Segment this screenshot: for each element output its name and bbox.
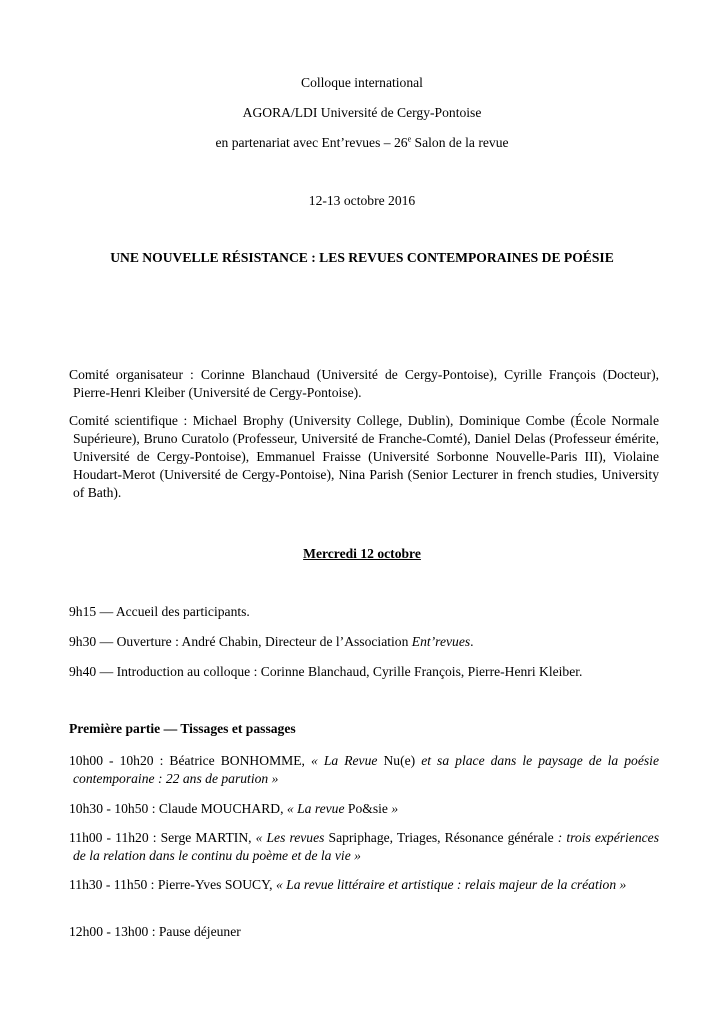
journal-names: Sapriphage, Triages, Résonance générale <box>328 830 554 845</box>
talk-time-speaker: 11h00 - 11h20 : Serge MARTIN, <box>69 830 256 845</box>
conference-title: UNE NOUVELLE RÉSISTANCE : LES REVUES CONTEMPORAINES DE POÉSIE <box>110 250 614 265</box>
partnership-text: en partenariat avec Ent’revues – 26 <box>215 135 408 150</box>
talk-item <box>69 752 659 788</box>
schedule-item: 9h40 — Introduction au colloque : Corinne Blanchaud, Cyrille François, Pierre-Henri Kleiber. <box>69 664 583 679</box>
talk-title: « Les revues <box>255 830 329 845</box>
scientific-committee: Comité scientifique : Michael Brophy (University College, Dublin), Dominique Combe (École Normale Supérieure), Bruno Curatolo (Professeur, Université de Franche-Comté), Daniel Delas (Professeur émérite, Université de Cergy-Pontoise), Emmanuel Fraisse (Université Sorbonne Nouvelle-Paris III), Violaine Houdart-Merot (Université de Cergy-Pontoise), Nina Parish (Senior Lecturer in french studies, University of Bath). <box>69 413 659 500</box>
schedule-text: 9h30 — Ouverture : André Chabin, Directeur de l’Association <box>69 634 412 649</box>
talk-title-cont: » <box>387 801 399 816</box>
lunch-break: 12h00 - 13h00 : Pause déjeuner <box>69 924 241 939</box>
talk-title: « La revue <box>286 801 348 816</box>
organizer-line: AGORA/LDI Université de Cergy-Pontoise <box>242 105 482 120</box>
talk-title: « La Revue <box>310 753 384 768</box>
talk-time-speaker: 11h30 - 11h50 : Pierre-Yves SOUCY, <box>69 877 276 892</box>
conference-type: Colloque international <box>301 75 423 90</box>
journal-name: Ent’revues <box>411 634 471 649</box>
partnership-text-end: Salon de la revue <box>411 135 509 150</box>
talk-time-speaker: 10h30 - 10h50 : Claude MOUCHARD, <box>69 801 287 816</box>
partnership-superscript: e <box>407 134 412 144</box>
talk-item <box>69 800 655 817</box>
journal-name: Po&sie <box>347 801 388 816</box>
talk-time-speaker: 10h00 - 10h20 : Béatrice BONHOMME, <box>69 753 311 768</box>
talk-item <box>69 829 659 865</box>
talk-title-cont: : trois expériences de la relation dans le continu du poème et de la vie » <box>73 830 659 863</box>
schedule-text-end: . <box>470 634 474 649</box>
journal-name: Nu(e) <box>383 753 416 768</box>
talk-title: « La revue littéraire et artistique : relais majeur de la création » <box>275 877 627 892</box>
organizing-committee: Comité organisateur : Corinne Blanchaud (Université de Cergy-Pontoise), Cyrille François (Docteur), Pierre-Henri Kleiber (Université de Cergy-Pontoise). <box>69 367 659 400</box>
part-heading: Première partie — Tissages et passages <box>69 721 296 736</box>
schedule-item: 9h15 — Accueil des participants. <box>69 604 250 619</box>
day-heading: Mercredi 12 octobre <box>303 546 421 561</box>
conference-dates: 12-13 octobre 2016 <box>308 193 416 208</box>
talk-item <box>69 876 659 894</box>
schedule-item <box>69 633 655 650</box>
partnership-line <box>0 134 724 151</box>
talk-title-cont: et sa place dans le paysage de la poésie contemporaine : 22 ans de parution » <box>73 753 659 786</box>
